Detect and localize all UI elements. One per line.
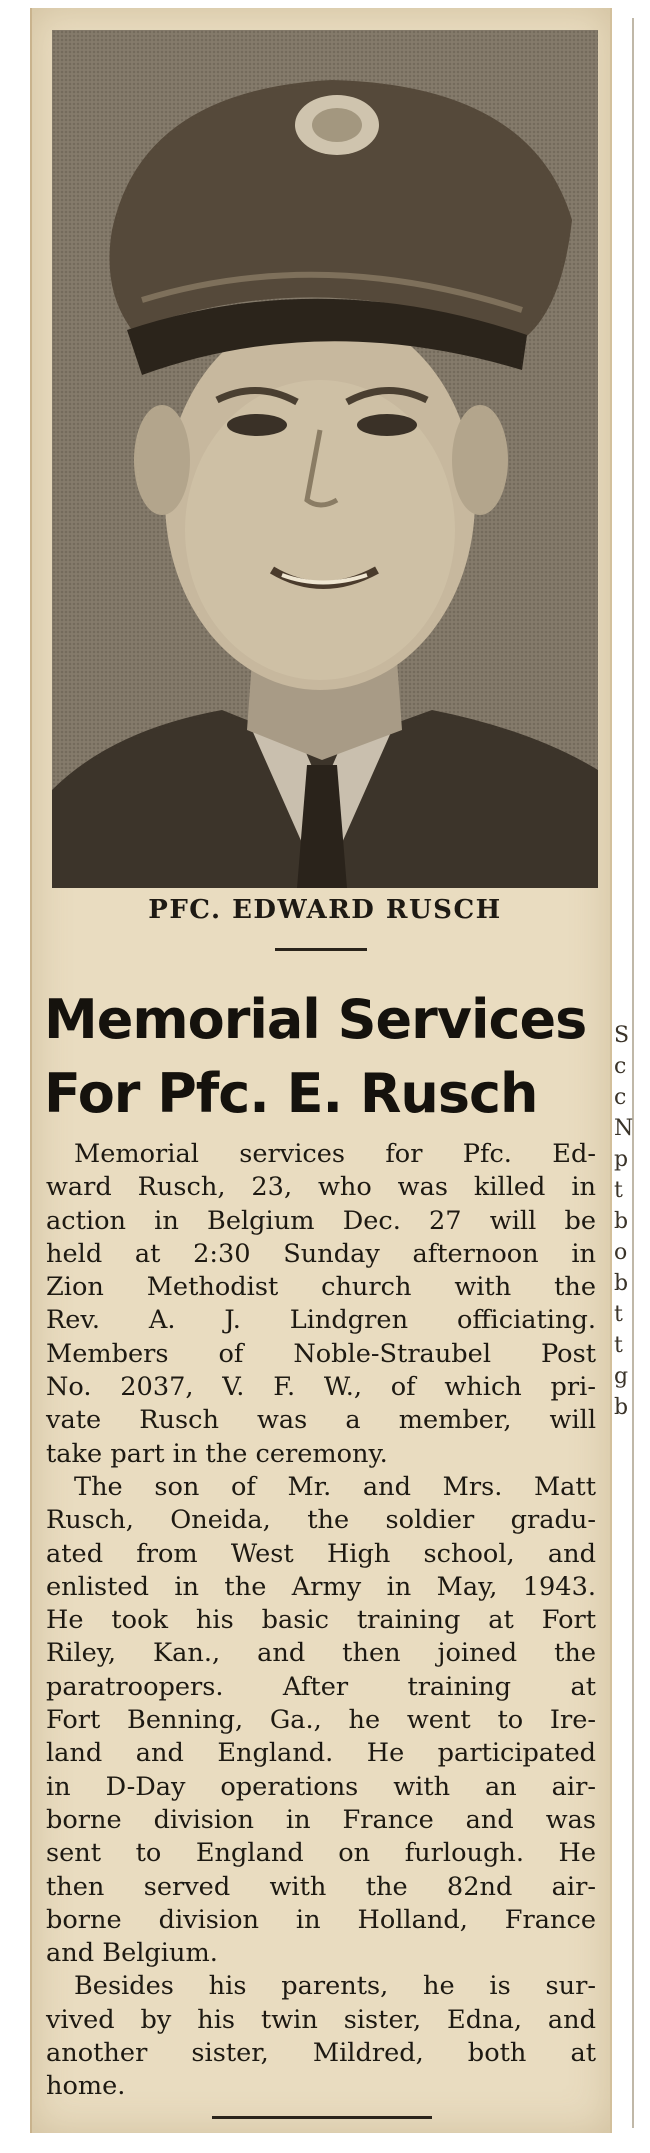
article-body: [46, 1138, 596, 2104]
edge-fragment: o: [614, 1240, 628, 1265]
portrait-illustration: [52, 30, 598, 888]
article-end-rule: [212, 2116, 432, 2119]
edge-fragment: b: [614, 1271, 629, 1296]
body-line: The son of Mr. and Mrs. Matt: [74, 1471, 596, 1502]
headline-line-1: Memorial Services: [44, 988, 587, 1051]
body-line: Fort Benning, Ga., he went to Ire-: [46, 1705, 596, 1736]
body-line: No. 2037, V. F. W., of which pri-: [46, 1372, 596, 1403]
body-line: sent to England on furlough. He: [46, 1838, 596, 1869]
adjacent-column-fragments: [614, 1020, 644, 1423]
body-line: borne division in Holland, France: [46, 1904, 596, 1935]
edge-fragment: t: [614, 1302, 623, 1327]
body-line: another sister, Mildred, both at: [46, 2038, 596, 2069]
edge-fragment: t: [614, 1178, 623, 1203]
edge-fragment: c: [614, 1054, 627, 1079]
body-line: enlisted in the Army in May, 1943.: [46, 1571, 596, 1602]
body-line: home.: [46, 2071, 126, 2102]
body-line: Rusch, Oneida, the soldier gradu-: [46, 1505, 596, 1536]
body-line: in D-Day operations with an air-: [46, 1771, 596, 1802]
body-line: then served with the 82nd air-: [46, 1871, 596, 1902]
article-headline: [44, 983, 604, 1131]
body-line: paratroopers. After training at: [46, 1671, 596, 1702]
edge-fragment: c: [614, 1085, 627, 1110]
body-line: He took his basic training at Fort: [46, 1605, 596, 1636]
edge-fragment: g: [614, 1364, 629, 1389]
body-line: take part in the ceremony.: [46, 1438, 388, 1469]
body-line: and Belgium.: [46, 1938, 218, 1969]
newspaper-clipping: [30, 8, 612, 2133]
body-line: Besides his parents, he is sur-: [74, 1971, 596, 2002]
body-line: action in Belgium Dec. 27 will be: [46, 1205, 596, 1236]
headline-line-2: For Pfc. E. Rusch: [44, 1062, 538, 1125]
body-line: ward Rusch, 23, who was killed in: [46, 1172, 596, 1203]
body-line: ated from West High school, and: [46, 1538, 596, 1569]
body-line: Zion Methodist church with the: [46, 1272, 596, 1303]
body-line: Members of Noble-Straubel Post: [46, 1338, 596, 1369]
edge-fragment: N: [614, 1116, 634, 1141]
edge-fragment: p: [614, 1147, 629, 1172]
body-line: Riley, Kan., and then joined the: [46, 1638, 596, 1669]
edge-fragment: b: [614, 1209, 629, 1234]
body-line: vate Rusch was a member, will: [46, 1405, 596, 1436]
edge-fragment: t: [614, 1333, 623, 1358]
body-line: held at 2:30 Sunday afternoon in: [46, 1238, 596, 1269]
body-line: land and England. He participated: [46, 1738, 596, 1769]
body-line: Rev. A. J. Lindgren officiating.: [46, 1305, 596, 1336]
soldier-portrait-photo: [52, 30, 598, 888]
edge-fragment: S: [614, 1023, 630, 1048]
caption-divider: [275, 948, 367, 951]
body-line: vived by his twin sister, Edna, and: [46, 2004, 596, 2035]
edge-fragment: b: [614, 1395, 629, 1420]
body-line: Memorial services for Pfc. Ed-: [74, 1139, 596, 1169]
body-line: borne division in France and was: [46, 1804, 596, 1835]
photo-caption: PFC. EDWARD RUSCH: [148, 895, 502, 925]
